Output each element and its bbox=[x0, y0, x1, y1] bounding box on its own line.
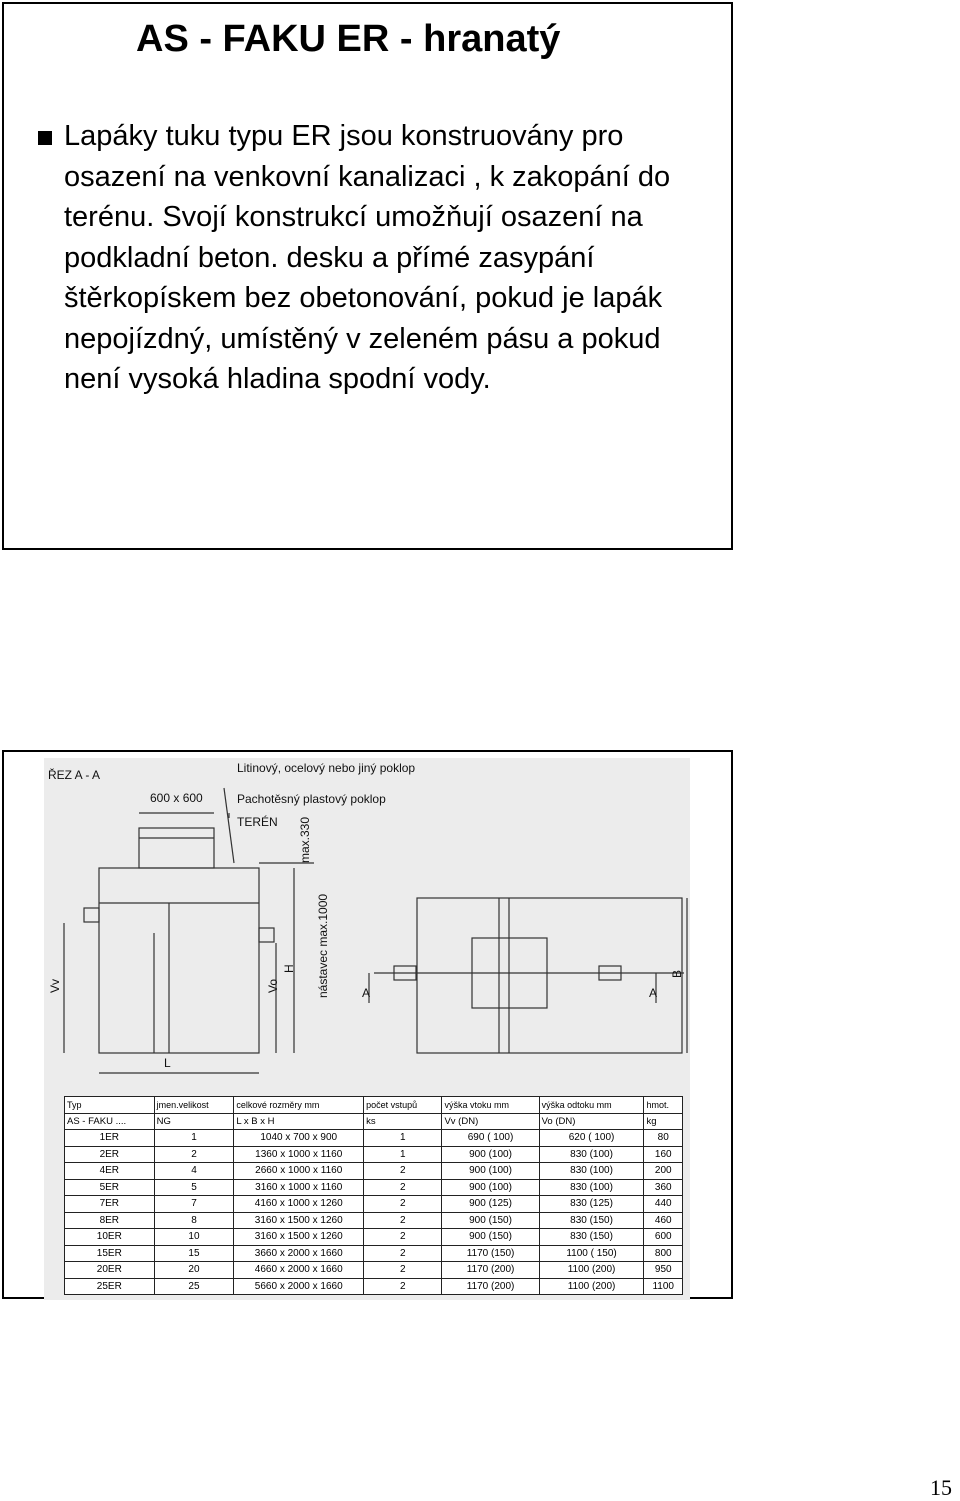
cell: 1170 (200) bbox=[442, 1278, 539, 1295]
col-header: jmen.velikost bbox=[154, 1097, 234, 1114]
cell: 5 bbox=[154, 1179, 234, 1196]
cell: 900 (125) bbox=[442, 1196, 539, 1213]
cell: 2660 x 1000 x 1160 bbox=[234, 1163, 364, 1180]
cell: 1100 bbox=[644, 1278, 683, 1295]
cell: 2 bbox=[154, 1146, 234, 1163]
cell: 830 (100) bbox=[539, 1146, 644, 1163]
table-row bbox=[65, 1146, 683, 1163]
cell: 3160 x 1500 x 1260 bbox=[234, 1229, 364, 1246]
drawing-svg bbox=[44, 758, 690, 1093]
cell: 2 bbox=[364, 1245, 442, 1262]
cell: 2 bbox=[364, 1262, 442, 1279]
cell: 690 ( 100) bbox=[442, 1130, 539, 1147]
cell: 2 bbox=[364, 1179, 442, 1196]
cell: 800 bbox=[644, 1245, 683, 1262]
cell: 2 bbox=[364, 1163, 442, 1180]
cell: 830 (100) bbox=[539, 1163, 644, 1180]
col-subheader: NG bbox=[154, 1113, 234, 1130]
table-row bbox=[65, 1262, 683, 1279]
table-row bbox=[65, 1245, 683, 1262]
cell: 1040 x 700 x 900 bbox=[234, 1130, 364, 1147]
dim-vo: Vo bbox=[266, 978, 280, 993]
cell: 830 (100) bbox=[539, 1179, 644, 1196]
table-row bbox=[65, 1278, 683, 1295]
cell: 200 bbox=[644, 1163, 683, 1180]
cell: 360 bbox=[644, 1179, 683, 1196]
slide-top bbox=[2, 2, 733, 550]
col-header: výška vtoku mm bbox=[442, 1097, 539, 1114]
page-number: 15 bbox=[930, 1475, 952, 1500]
table-row bbox=[65, 1179, 683, 1196]
cell: 3660 x 2000 x 1660 bbox=[234, 1245, 364, 1262]
cell: 1100 (200) bbox=[539, 1278, 644, 1295]
cell: 1 bbox=[364, 1146, 442, 1163]
cell: 5ER bbox=[65, 1179, 155, 1196]
col-header: počet vstupů bbox=[364, 1097, 442, 1114]
extension-label: nástavec max.1000 bbox=[316, 893, 330, 998]
cell: 80 bbox=[644, 1130, 683, 1147]
cell: 1170 (200) bbox=[442, 1262, 539, 1279]
cell: 4660 x 2000 x 1660 bbox=[234, 1262, 364, 1279]
section-a-left: A bbox=[362, 986, 371, 1000]
table-row bbox=[65, 1212, 683, 1229]
cell: 7 bbox=[154, 1196, 234, 1213]
specification-table bbox=[64, 1096, 683, 1295]
col-header: výška odtoku mm bbox=[539, 1097, 644, 1114]
cell: 900 (100) bbox=[442, 1146, 539, 1163]
dim-b: B bbox=[670, 969, 684, 978]
cell: 4 bbox=[154, 1163, 234, 1180]
dim-l: L bbox=[164, 1056, 171, 1070]
col-subheader: ks bbox=[364, 1113, 442, 1130]
cell: 160 bbox=[644, 1146, 683, 1163]
cell: 10ER bbox=[65, 1229, 155, 1246]
cell: 460 bbox=[644, 1212, 683, 1229]
terrain-label: TERÉN bbox=[237, 815, 278, 829]
cell: 1360 x 1000 x 1160 bbox=[234, 1146, 364, 1163]
cell: 20ER bbox=[65, 1262, 155, 1279]
cell: 830 (150) bbox=[539, 1212, 644, 1229]
cell: 900 (150) bbox=[442, 1229, 539, 1246]
cell: 830 (150) bbox=[539, 1229, 644, 1246]
cell: 440 bbox=[644, 1196, 683, 1213]
cell: 2 bbox=[364, 1212, 442, 1229]
tank-plan bbox=[417, 898, 682, 1053]
dim-h: H bbox=[282, 964, 296, 973]
cell: 2ER bbox=[65, 1146, 155, 1163]
cover-label: Litinový, ocelový nebo jiný poklop bbox=[237, 761, 416, 775]
cell: 20 bbox=[154, 1262, 234, 1279]
technical-drawing bbox=[44, 758, 690, 1300]
col-header: hmot. bbox=[644, 1097, 683, 1114]
bullet-text: Lapáky tuku typu ER jsou konstruovány pro osazení na venkovní kanalizaci , k zakopání do terénu. Svojí konstrukcí umožňují osazení na podkladní beton. desku a přímé zasypání štěrkopískem bez obetonování, pokud je lapák nepojízdný, umístěný v zeleném pásu a pokud není vysoká hladina spodní vody. bbox=[64, 120, 671, 395]
cell: 25ER bbox=[65, 1278, 155, 1295]
table-subheader-row bbox=[65, 1113, 683, 1130]
dim-vv: Vv bbox=[48, 978, 62, 993]
table-row bbox=[65, 1163, 683, 1180]
col-header: Typ bbox=[65, 1097, 155, 1114]
col-subheader: AS - FAKU .... bbox=[65, 1113, 155, 1130]
slide-title: AS - FAKU ER - hranatý bbox=[136, 18, 561, 60]
cell: 15ER bbox=[65, 1245, 155, 1262]
section-a-right: A bbox=[649, 986, 658, 1000]
cell: 2 bbox=[364, 1278, 442, 1295]
cell: 4ER bbox=[65, 1163, 155, 1180]
table-row bbox=[65, 1196, 683, 1213]
cell: 1 bbox=[154, 1130, 234, 1147]
cell: 3160 x 1000 x 1160 bbox=[234, 1179, 364, 1196]
cell: 25 bbox=[154, 1278, 234, 1295]
table-row bbox=[65, 1130, 683, 1147]
cell: 1ER bbox=[65, 1130, 155, 1147]
cell: 950 bbox=[644, 1262, 683, 1279]
cell: 5660 x 2000 x 1660 bbox=[234, 1278, 364, 1295]
slide-bottom bbox=[2, 750, 733, 1299]
cell: 10 bbox=[154, 1229, 234, 1246]
cell: 900 (100) bbox=[442, 1163, 539, 1180]
opening-label: 600 x 600 bbox=[150, 791, 203, 805]
col-subheader: Vo (DN) bbox=[539, 1113, 644, 1130]
table-header-row bbox=[65, 1097, 683, 1114]
cell: 620 ( 100) bbox=[539, 1130, 644, 1147]
cell: 4160 x 1000 x 1260 bbox=[234, 1196, 364, 1213]
square-bullet-icon bbox=[38, 131, 52, 145]
cell: 1100 ( 150) bbox=[539, 1245, 644, 1262]
cell: 600 bbox=[644, 1229, 683, 1246]
cell: 900 (150) bbox=[442, 1212, 539, 1229]
cell: 2 bbox=[364, 1196, 442, 1213]
cell: 8 bbox=[154, 1212, 234, 1229]
col-subheader: kg bbox=[644, 1113, 683, 1130]
cell: 2 bbox=[364, 1229, 442, 1246]
cell: 1100 (200) bbox=[539, 1262, 644, 1279]
tank-section bbox=[99, 868, 259, 1053]
shaft-section bbox=[139, 828, 214, 868]
inner-cover-label: Pachotěsný plastový poklop bbox=[237, 792, 386, 806]
cell: 8ER bbox=[65, 1212, 155, 1229]
cell: 900 (100) bbox=[442, 1179, 539, 1196]
cell: 1170 (150) bbox=[442, 1245, 539, 1262]
cell: 3160 x 1500 x 1260 bbox=[234, 1212, 364, 1229]
cell: 15 bbox=[154, 1245, 234, 1262]
col-subheader: L x B x H bbox=[234, 1113, 364, 1130]
section-label: ŘEZ A - A bbox=[48, 768, 101, 782]
cell: 830 (125) bbox=[539, 1196, 644, 1213]
max330-label: max.330 bbox=[298, 816, 312, 863]
col-subheader: Vv (DN) bbox=[442, 1113, 539, 1130]
cell: 7ER bbox=[65, 1196, 155, 1213]
cell: 1 bbox=[364, 1130, 442, 1147]
col-header: celkové rozměry mm bbox=[234, 1097, 364, 1114]
table-row bbox=[65, 1229, 683, 1246]
